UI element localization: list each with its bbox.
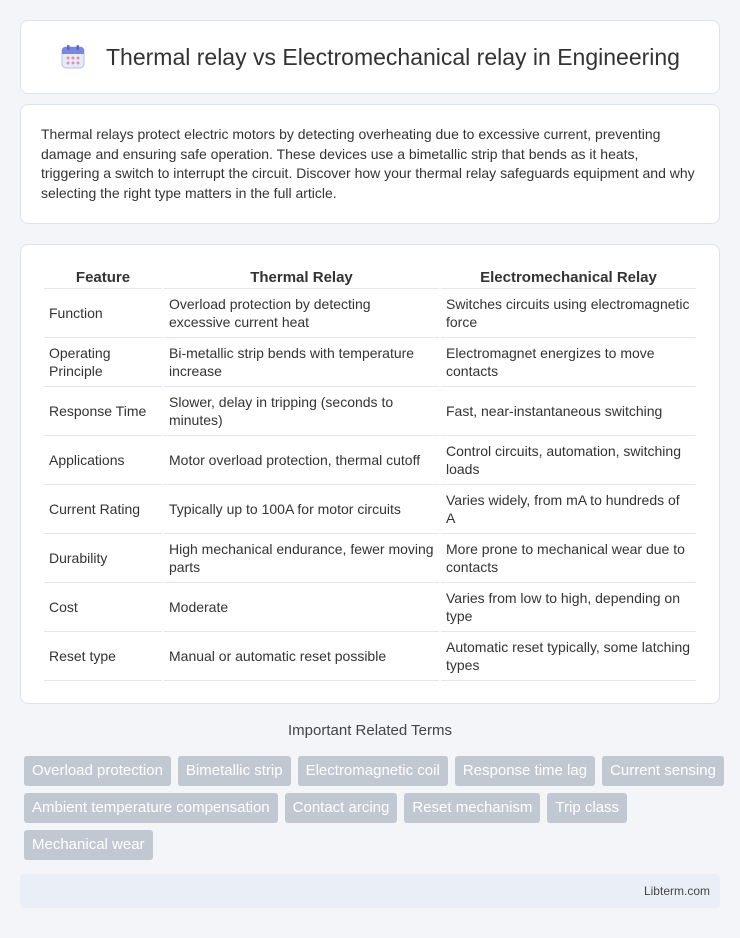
table-row bbox=[44, 387, 696, 436]
table-row bbox=[44, 583, 696, 632]
tag-reset-mechanism[interactable]: Reset mechanism bbox=[404, 793, 540, 823]
footer bbox=[20, 874, 720, 908]
comparison-card bbox=[20, 244, 720, 704]
title-wrap bbox=[60, 44, 680, 71]
table-row bbox=[44, 485, 696, 534]
cell-feature: Current Rating bbox=[44, 485, 162, 534]
tag-mechanical-wear[interactable]: Mechanical wear bbox=[24, 830, 153, 860]
table-header-row bbox=[44, 265, 696, 289]
tag-response-time-lag[interactable]: Response time lag bbox=[455, 756, 595, 786]
cell-feature: Reset type bbox=[44, 632, 162, 681]
table-row bbox=[44, 436, 696, 485]
cell-electromechanical: Varies widely, from mA to hundreds of A bbox=[441, 485, 696, 534]
page-title: Thermal relay vs Electromechanical relay in Engineering bbox=[106, 43, 680, 70]
table-row bbox=[44, 338, 696, 387]
header-thermal-relay: Thermal Relay bbox=[164, 265, 439, 289]
tag-trip-class[interactable]: Trip class bbox=[547, 793, 627, 823]
cell-feature: Durability bbox=[44, 534, 162, 583]
cell-thermal: Motor overload protection, thermal cutoff bbox=[164, 436, 439, 485]
cell-electromechanical: Control circuits, automation, switching loads bbox=[441, 436, 696, 485]
cell-electromechanical: Switches circuits using electromagnetic force bbox=[441, 289, 696, 338]
calendar-icon bbox=[60, 44, 86, 70]
tag-electromagnetic-coil[interactable]: Electromagnetic coil bbox=[298, 756, 448, 786]
cell-feature: Response Time bbox=[44, 387, 162, 436]
intro-card bbox=[20, 104, 720, 224]
tag-contact-arcing[interactable]: Contact arcing bbox=[285, 793, 398, 823]
cell-thermal: Slower, delay in tripping (seconds to minutes) bbox=[164, 387, 439, 436]
footer-site-link[interactable]: Libterm.com bbox=[643, 884, 710, 898]
cell-feature: Cost bbox=[44, 583, 162, 632]
tag-current-sensing[interactable]: Current sensing bbox=[602, 756, 724, 786]
header-feature: Feature bbox=[44, 265, 162, 289]
related-terms-list bbox=[24, 756, 724, 860]
cell-thermal: Manual or automatic reset possible bbox=[164, 632, 439, 681]
tag-ambient-temperature-compensation[interactable]: Ambient temperature compensation bbox=[24, 793, 278, 823]
cell-thermal: Bi-metallic strip bends with temperature increase bbox=[164, 338, 439, 387]
tag-overload-protection[interactable]: Overload protection bbox=[24, 756, 171, 786]
table-row bbox=[44, 289, 696, 338]
intro-paragraph: Thermal relays protect electric motors by detecting overheating due to excessive current, preventing damage and ensuring safe operation. These devices use a bimetallic strip that bends as it heats, triggering a switch to interrupt the circuit. Discover how your thermal relay safeguards equipment and why selecting the right type matters in the full article. bbox=[41, 126, 695, 201]
table-row bbox=[44, 534, 696, 583]
cell-thermal: Moderate bbox=[164, 583, 439, 632]
cell-thermal: Typically up to 100A for motor circuits bbox=[164, 485, 439, 534]
comparison-table bbox=[42, 265, 698, 681]
tag-bimetallic-strip[interactable]: Bimetallic strip bbox=[178, 756, 291, 786]
cell-thermal: Overload protection by detecting excessive current heat bbox=[164, 289, 439, 338]
related-terms-heading: Important Related Terms bbox=[288, 722, 452, 739]
cell-electromechanical: Fast, near-instantaneous switching bbox=[441, 387, 696, 436]
cell-electromechanical: Automatic reset typically, some latching types bbox=[441, 632, 696, 681]
cell-feature: Applications bbox=[44, 436, 162, 485]
cell-feature: Function bbox=[44, 289, 162, 338]
header-card bbox=[20, 20, 720, 94]
table-row bbox=[44, 632, 696, 681]
cell-electromechanical: Electromagnet energizes to move contacts bbox=[441, 338, 696, 387]
header-electromechanical-relay: Electromechanical Relay bbox=[441, 265, 696, 289]
cell-thermal: High mechanical endurance, fewer moving parts bbox=[164, 534, 439, 583]
cell-feature: Operating Principle bbox=[44, 338, 162, 387]
cell-electromechanical: More prone to mechanical wear due to contacts bbox=[441, 534, 696, 583]
cell-electromechanical: Varies from low to high, depending on type bbox=[441, 583, 696, 632]
